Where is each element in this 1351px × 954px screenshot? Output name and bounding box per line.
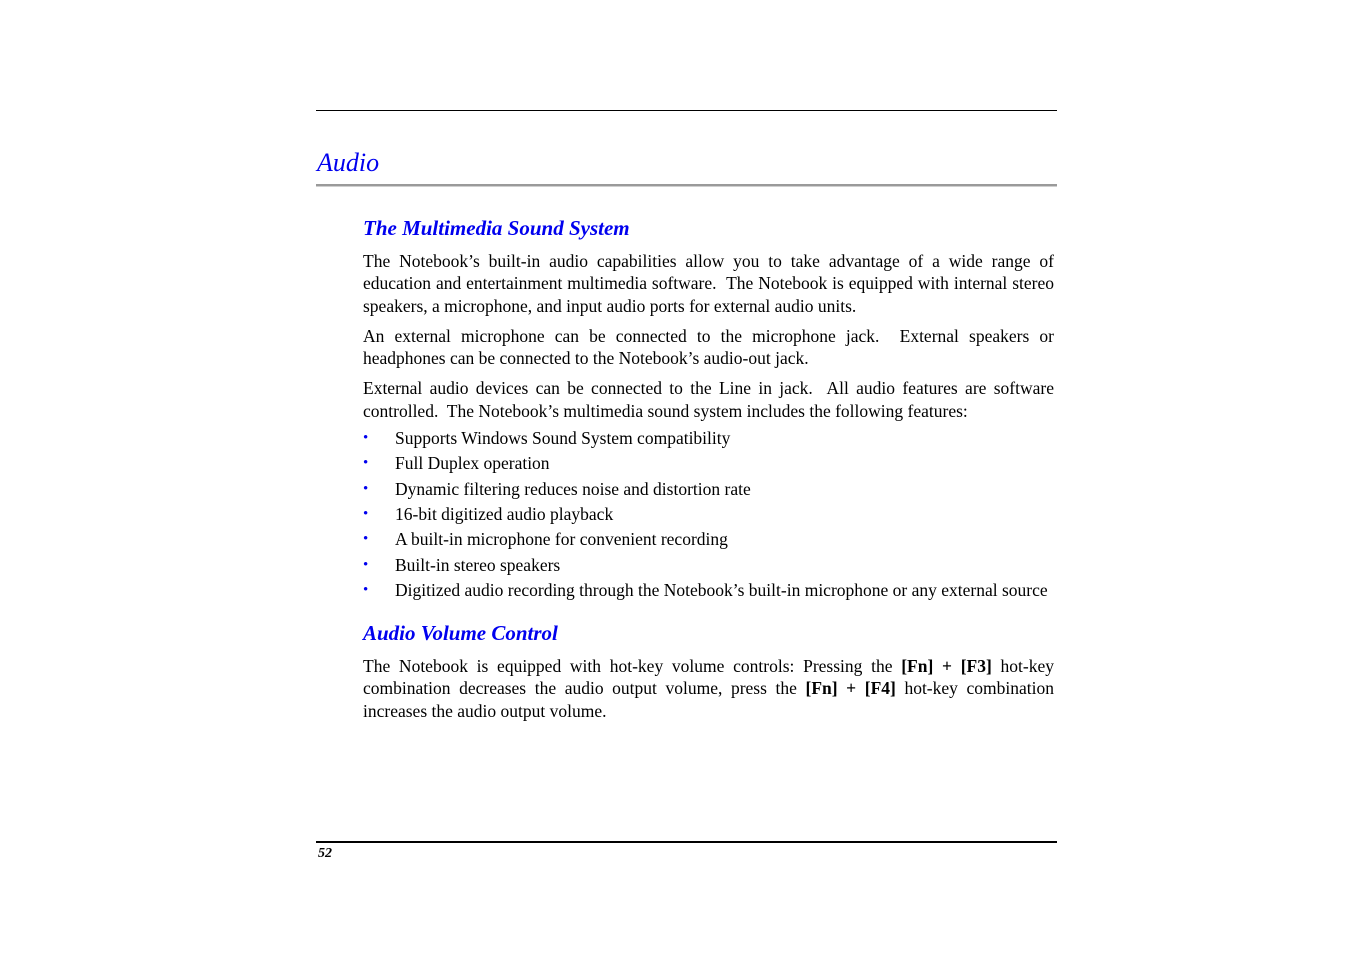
footer-rule — [316, 841, 1057, 843]
section-heading-volume-control: Audio Volume Control — [363, 621, 558, 646]
bullet-icon: • — [363, 581, 369, 598]
feature-text: A built-in microphone for convenient recording — [395, 529, 728, 550]
chapter-title: Audio — [317, 148, 380, 177]
volume-text-part: The Notebook is equipped with hot-key volume controls: Pressing the — [363, 656, 902, 677]
list-item — [363, 528, 1054, 550]
list-item — [363, 478, 1054, 500]
list-item — [363, 554, 1054, 576]
page-number: 52 — [318, 846, 332, 861]
feature-text: Dynamic filtering reduces noise and distortion rate — [395, 478, 751, 499]
feature-text: Full Duplex operation — [395, 453, 550, 474]
paragraph-external-audio-devices: External audio devices can be connected to the Line in jack. All audio features are software controlled. The Notebook’s multimedia sound system includes the following features: — [363, 378, 1054, 421]
bullet-icon: • — [363, 531, 369, 548]
feature-text: Digitized audio recording through the Notebook’s built-in microphone or any external source — [395, 579, 1048, 600]
hotkey-decrease-volume: [Fn] + [F3] — [901, 656, 992, 677]
hotkey-increase-volume: [Fn] + [F4] — [805, 678, 896, 699]
paragraph-external-microphone: An external microphone can be connected to the microphone jack. External speakers or headphones can be connected to the Notebook’s audio-out jack. — [363, 325, 1054, 369]
bullet-icon: • — [363, 430, 369, 447]
header-rule — [316, 110, 1057, 111]
feature-list — [363, 427, 1054, 601]
chapter-title-rule — [316, 184, 1057, 187]
section-heading-sound-system: The Multimedia Sound System — [363, 216, 630, 240]
bullet-icon: • — [363, 455, 369, 472]
list-item — [363, 452, 1054, 474]
volume-text-part: hot-key combination decreases the audio output volume, press the — [363, 656, 1054, 699]
feature-text: 16-bit digitized audio playback — [395, 503, 614, 524]
volume-text-part: hot-key combination increases the audio output volume. — [363, 678, 1054, 721]
list-item — [363, 427, 1054, 449]
list-item — [363, 503, 1054, 525]
bullet-icon: • — [363, 480, 369, 497]
paragraph-audio-capabilities: The Notebook’s built-in audio capabilities allow you to take advantage of a wide range of education and entertainment multimedia software. The Notebook is equipped with internal stereo speakers, a microphone, and input audio ports for external audio units. — [363, 251, 1054, 316]
page-content — [363, 214, 1054, 722]
bullet-icon: • — [363, 556, 369, 573]
list-item — [363, 579, 1054, 601]
feature-text: Supports Windows Sound System compatibility — [395, 428, 731, 449]
bullet-icon: • — [363, 505, 369, 522]
feature-text: Built-in stereo speakers — [395, 554, 561, 575]
paragraph-volume-hotkeys — [363, 655, 1054, 722]
